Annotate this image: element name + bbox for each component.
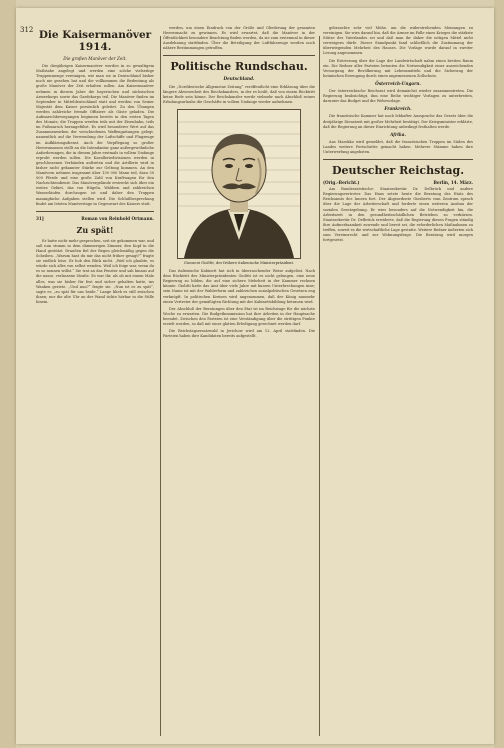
column-1: [36, 26, 154, 307]
divider: [163, 55, 315, 56]
feuilleton-number: 31]: [36, 215, 44, 221]
subhead-kaisermanoever: Die großen Manöver der Zeit.: [63, 56, 127, 61]
column-3: [323, 26, 473, 245]
article-kaisermanoever: Die diesjährigen Kaisermanöver werden in so gewaltigem Maßstabe angelegt und werden eine solche vielseitige Truppenmenge vereinigen, wie man sie in Deutschland bisher noch nie gesehen hat und die vollkommen die Bedeutung als große Manöver der Zeit erhalten sollen. Am Kaisermanöver nehmen in diesem Jahre die bayerischen und sächsischen Armeekorps sowie das Gardekorps teil. Die Manöver finden im September in Mitteldeutschland statt und werden von Seiner Majestät dem Kaiser persönlich geleitet. Zu den Übungen werden zahlreiche fremde Offiziere als Gäste geladen. Die Aufmarschbewegungen beginnen bereits in den ersten Tagen des Monats; die Truppen werden teils mit der Eisenbahn, teils im Fußmarsch herangeführt. Es wird besonderer Wert auf das Zusammenwirken der verschiedenen Waffengattungen gelegt, namentlich auf die Verwendung der Luftschiffe und Flugzeuge im Aufklärungsdienst. Auch die Verpflegung so großer Heeresmassen stellt an die Intendantur ganz außergewöhnliche Anforderungen, die in diesem Jahre erstmals in vollem Umfange erprobt werden sollen. Die Kavalleriedivisionen werden in geschlossenen Verbänden auftreten und die Artillerie wird in bisher nicht gekannter Stärke zur Geltung kommen. An den Manövern nehmen insgesamt über 130 000 Mann teil, dazu 30 000 Pferde und eine große Zahl von Kraftwagen für den Nachrichtendienst. Das Manövergelände erstreckt sich über ein weites Gebiet, das von Hügeln, Wäldern und zahlreichen Wasserläufen durchzogen ist und daher den Truppen mannigfache Aufgaben stellen wird. Die Schlußbesprechung findet am letzten Manövertage in Gegenwart des Kaisers statt.: [36, 64, 154, 206]
headline-politische-rundschau: Politische Rundschau.: [170, 60, 308, 74]
article-italien: Das italienische Kabinett hat sich in überraschender Weise aufgelöst. Nach dem Rücktritt des Ministerpräsidenten Giolitti ist es nicht gelungen, eine neue Regierung zu bilden, die auf eine sichere Mehrheit in der Kammer rechnen könnte. Giolitti hatte das Amt über viele Jahre mit kurzen Unterbrechungen inne; sein Name ist mit der Wahlreform und zahlreichen sozialpolitischen Gesetzen eng verknüpft. In politischen Kreisen wird angenommen, daß der König nunmehr einen Vertreter der gemäßigten Richtung mit der Kabinettsbildung betrauen wird.: [163, 269, 315, 304]
portrait-description: der frühere italienische Ministerpräsident.: [216, 260, 295, 265]
feuilleton-author: Roman von Reinhold Ortmann.: [81, 215, 154, 221]
section-deutschland: Deutschland.: [223, 76, 255, 82]
article-etat: Der Abschluß der Beratungen über den Etat ist im Reichstage für die nächste Woche zu erwarten. Die Budgetkommission hat ihre Arbeiten in der Hauptsache beendet. Zwischen den Parteien ist eine Verständigung über die strittigen Punkte erzielt worden, so daß mit einer glatten Erledigung gerechnet werden darf.: [163, 306, 315, 326]
feuilleton-title: Zu spät!: [76, 224, 114, 235]
section-oesterreich: Österreich-Ungarn.: [375, 80, 421, 86]
column3-top: gebrauchte sehr viel Mühe, um die widerstrebenden Meinungen zu vereinigen. Sie wies darauf hin, daß die Armee im Falle eines Krieges die stärkste Stütze des Vaterlandes sei und daß man ihr daher die nötigen Mittel nicht verweigern dürfe. Dieser Standpunkt fand schließlich die Zustimmung der überwiegenden Mehrheit des Hauses. Die Vorlage wurde darauf in zweiter Lesung angenommen.: [323, 26, 473, 56]
portrait-name: Giovanni Giolitti,: [183, 260, 215, 265]
article-frankreich: Die französische Kammer hat nach lebhafter Aussprache das Gesetz über die dreijährige Dienstzeit mit großer Mehrheit bestätigt. Der Kriegsminister erklärte, daß die Regierung an dieser Einrichtung unbedingt festhalten werde.: [323, 114, 473, 129]
column-2: [163, 26, 315, 341]
article-oesterreich: Der österreichische Reichsrat wird demnächst wieder zusammentreten. Die Regierung beabsichtigt, ihm eine Reihe wichtiger Vorlagen zu unterbreiten, darunter das Budget und die Wehrvorlage.: [323, 89, 473, 104]
feuilleton-text: Er hatte nicht mehr gesprochen, seit sie gekommen war, und saß nun stumm in dem dämmerigen Zimmer, den Kopf in die Hand gestützt. Draußen fiel der Regen gleichmäßig gegen die Scheiben. „Warum hast du mir das nicht früher gesagt?“ fragte sie endlich leise. Er hob den Blick nicht. „Weil ich glaubte, es würde sich alles von selbst wenden. Weil ich feige war, wenn du es so nennen willst.“ Sie trat an das Fenster und sah hinaus auf die nasse, verlassene Straße. Es war ihr, als ob mit einem Male alles, was sie bisher für fest und sicher gehalten hatte, ins Wanken geriete. „Und nun?“ fragte sie. „Nun ist es zu spät“, sagte er, „zu spät für uns beide.“ Lange blieb es still zwischen ihnen; nur die alte Uhr an der Wand tickte hörbar in die Stille hinein.: [36, 238, 154, 304]
divider: [36, 211, 154, 212]
column-rule-1: [160, 36, 161, 736]
reichstag-session: (Orig.-Bericht.): [323, 180, 360, 186]
article-afrika: Aus Marokko wird gemeldet, daß die französischen Truppen im Süden des Landes weitere Fortschritte gemacht haben. Mehrere Stämme haben ihre Unterwerfung angeboten.: [323, 139, 473, 154]
headline-reichstag: Deutscher Reichstag.: [331, 164, 465, 178]
headline-kaisermanoever: Die Kaisermanöver 1914.: [38, 29, 152, 53]
column-rule-2: [319, 36, 320, 736]
reichstag-dateline: [323, 180, 473, 185]
portrait-caption: [163, 261, 315, 266]
section-frankreich: Frankreich.: [384, 106, 412, 112]
column2-intro: werden, um einen Eindruck von der Größe und Gliederung der gesamten Heeresmacht zu gewinnen. Es wird erwartet, daß die Manöver in der Öffentlichkeit besondere Beachtung finden werden, da sie zum erstenmal in dieser Ausdehnung stattfinden. Über die Beteiligung der Luftfahrzeuge werden noch nähere Bestimmungen getroffen.: [163, 26, 315, 51]
article-landwirtschaft: Die Erörterung über die Lage der Landwirtschaft nahm einen breiten Raum ein. Die Redner aller Parteien betonten die Notwendigkeit einer ausreichenden Versorgung der Bevölkerung mit Lebensmitteln und die Sicherung der heimischen Erzeugung durch einen angemessenen Zollschutz.: [323, 58, 473, 78]
article-deutschland: Die „Norddeutsche Allgemeine Zeitung“ veröffentlicht eine Erklärung über die längere Abwesenheit des Reichskanzlers, in der es heißt, daß von einem Rücktritt keine Rede sein könne. Der Reichskanzler werde vielmehr nach Abschluß seines Erholungsurlaubs die Geschäfte in vollem Umfange wieder aufnehmen.: [163, 84, 315, 104]
reichstag-place: Berlin, 14. März.: [433, 180, 473, 186]
divider: [323, 159, 473, 160]
article-ersatzwahl: Die Reichstagsersatzwahl in Jerichow wird am 12. April stattfinden. Die Parteien haben ihre Kandidaten bereits aufgestellt.: [163, 329, 315, 339]
portrait-engraving: [177, 109, 301, 259]
section-afrika: Afrika.: [390, 131, 406, 137]
portrait-illustration: [178, 110, 300, 258]
left-page-edge: [0, 0, 16, 748]
right-page-edge: [494, 0, 504, 748]
article-reichstag: Am Bundesratstische: Staatssekretär Dr. Delbrück und andere Regierungsvertreter. Das Haus setzte heute die Beratung des Etats des Reichsamts des Innern fort. Der Abgeordnete Giesberts vom Zentrum sprach über die Lage der Arbeiterschaft und forderte einen weiteren Ausbau der sozialen Gesetzgebung. Er wies besonders auf die Notwendigkeit hin, die Arbeitszeit in den gesundheitsschädlichen Betrieben zu verkürzen. Staatssekretär Dr. Delbrück erwiderte, daß die Regierung diesen Fragen ständig ihre Aufmerksamkeit zuwende und bereit sei, die erforderlichen Maßnahmen zu treffen, soweit es die wirtschaftliche Lage gestatte. Weitere Redner äußerten sich zum Vereinsrecht und zur Wohnungsfrage. Die Beratung wird morgen fortgesetzt.: [323, 187, 473, 243]
page-number: 312: [20, 26, 34, 34]
feuilleton-header: [36, 216, 154, 221]
